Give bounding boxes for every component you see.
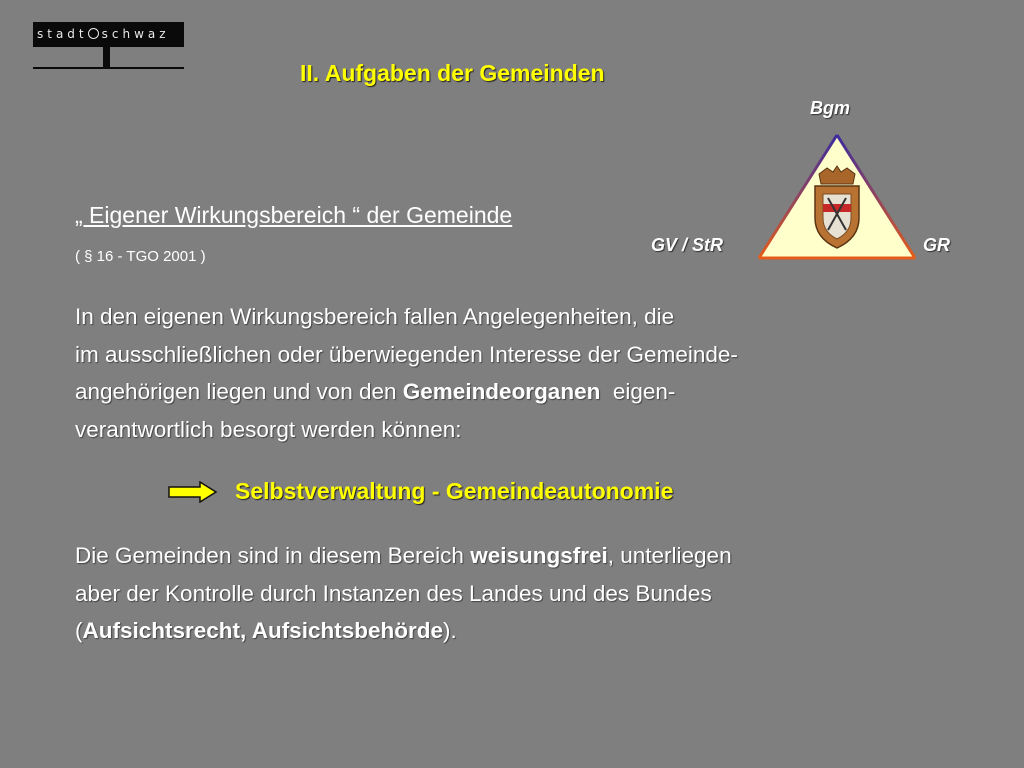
term-weisungsfrei: weisungsfrei: [470, 543, 608, 568]
paragraph-supervision: [75, 537, 975, 650]
paragraph2-line1: Die Gemeinden sind in diesem Bereich weisungsfrei, unterliegen: [75, 543, 732, 568]
triangle-label-right: GR: [923, 235, 950, 255]
slide-title: II. Aufgaben der Gemeinden: [300, 60, 605, 86]
stadt-schwaz-logo: [33, 22, 184, 70]
triangle-label-left: GV / StR: [651, 235, 724, 255]
paragraph1-line3: angehörigen liegen und von den Gemeindeorganen eigen-: [75, 379, 676, 404]
term-gemeindeorganen: Gemeindeorganen: [402, 379, 601, 404]
triangle-label-top: Bgm: [810, 98, 850, 118]
paragraph2-line3: (Aufsichtsrecht, Aufsichtsbehörde).: [75, 618, 457, 643]
organ-triangle-diagram: [755, 130, 920, 265]
paragraph1-line1: In den eigenen Wirkungsbereich fallen Angelegenheiten, die: [75, 304, 675, 329]
paragraph1-line4: verantwortlich besorgt werden können:: [75, 416, 462, 442]
highlight-selbstverwaltung: Selbstverwaltung - Gemeindeautonomie: [235, 478, 674, 504]
subtitle: „ Eigener Wirkungsbereich “ der Gemeinde: [75, 202, 513, 228]
coat-of-arms-icon: [815, 166, 859, 248]
logo-circle-icon: [88, 28, 99, 39]
legal-reference: ( § 16 - TGO 2001 ): [75, 248, 206, 265]
paragraph-definition: [75, 298, 975, 448]
paragraph2-line2: aber der Kontrolle durch Instanzen des Landes und des Bundes: [75, 580, 712, 606]
logo-text-stadt: stadt: [37, 27, 88, 41]
right-arrow-icon: [168, 481, 218, 503]
logo-text-schwaz: schwaz: [101, 27, 170, 41]
logo-underline: [33, 67, 184, 69]
paragraph1-line2: im ausschließlichen oder überwiegenden Interesse der Gemeinde-: [75, 341, 738, 367]
term-aufsichtsrecht: Aufsichtsrecht, Aufsichtsbehörde: [82, 618, 443, 643]
logo-wordmark: [33, 22, 184, 47]
